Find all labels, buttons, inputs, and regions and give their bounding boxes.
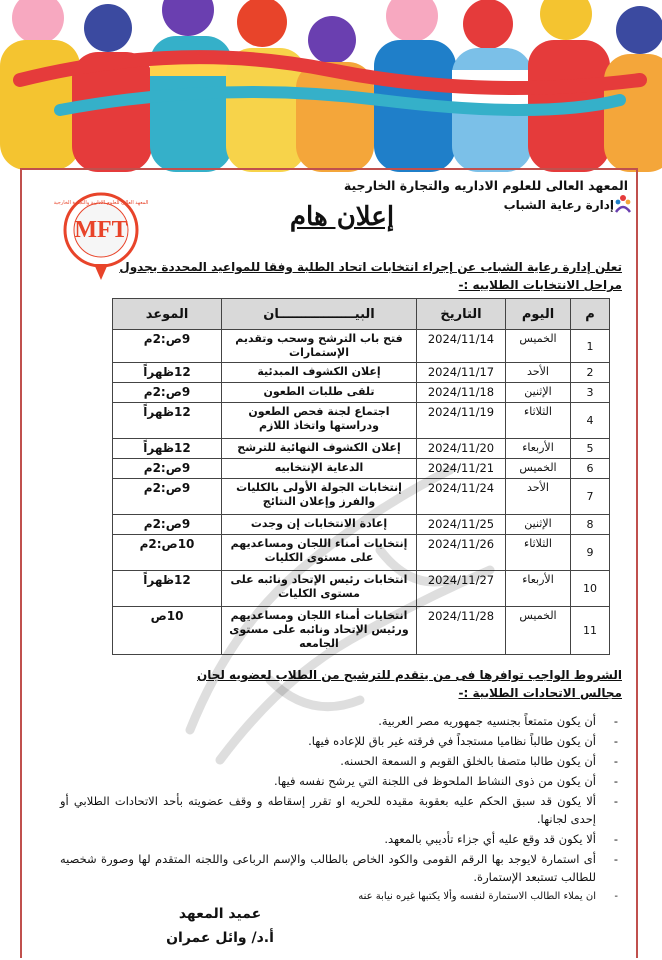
condition-item: - أى استمارة لايوجد بها الرقم القومى والكود الخاص بالطالب والإسم الرباعى واللجنه المتقدم لها وصورة شخصيه للطالب تستبعد الإستمارة. <box>60 850 620 886</box>
row-description: فتح باب الترشح وسحب وتقديم الإستمارات <box>222 330 417 363</box>
logo-ring-text: المعهد العالى للعلوم الادارية والتجارة الخارجية <box>53 200 149 206</box>
row-time: 12ظهراً <box>113 363 222 383</box>
condition-item: - أن يكون طالبا متصفا بالخلق القويم و السمعة الحسنه. <box>60 752 620 770</box>
row-number: 6 <box>571 459 610 479</box>
row-description: اجتماع لجنة فحص الطعون ودراستها واتخاذ اللازم <box>222 403 417 439</box>
row-description: انتخابات رئيس الإتحاد ونائبه على مستوى الكليات <box>222 571 417 607</box>
table-row <box>113 479 610 515</box>
page-title: إعلان هام <box>289 202 395 232</box>
table-row <box>113 607 610 655</box>
header-time: الموعد <box>113 299 222 330</box>
row-description: إنتخابات أمناء اللجان ومساعديهم على مستوى الكليات <box>222 535 417 571</box>
row-description: الدعاية الإنتخابيه <box>222 459 417 479</box>
row-number: 11 <box>571 607 610 655</box>
row-day: الخميس <box>506 459 571 479</box>
row-number: 9 <box>571 535 610 571</box>
row-date: 2024/11/24 <box>417 479 506 515</box>
row-description: تلقى طلبات الطعون <box>222 383 417 403</box>
row-day: الأربعاء <box>506 439 571 459</box>
row-date: 2024/11/14 <box>417 330 506 363</box>
table-row <box>113 363 610 383</box>
row-time: 9ص:2م <box>113 383 222 403</box>
row-day: الثلاثاء <box>506 403 571 439</box>
row-time: 12ظهراً <box>113 439 222 459</box>
row-day: الأحد <box>506 479 571 515</box>
row-day: الخميس <box>506 330 571 363</box>
row-date: 2024/11/21 <box>417 459 506 479</box>
row-date: 2024/11/25 <box>417 515 506 535</box>
signature-block <box>150 902 290 950</box>
condition-item: - أن يكون طالباً نظاميا مستجداً في فرقته غير باق للإعاده فيها. <box>60 732 620 750</box>
department-name: إدارة رعاية الشباب <box>503 198 614 212</box>
row-time: 9ص:2م <box>113 330 222 363</box>
row-number: 5 <box>571 439 610 459</box>
row-number: 1 <box>571 330 610 363</box>
row-day: الأربعاء <box>506 571 571 607</box>
row-date: 2024/11/28 <box>417 607 506 655</box>
header-desc: البيـــــــــــــــــان <box>222 299 417 330</box>
signature-name: أ.د/ وائل عمران <box>166 930 274 946</box>
condition-item: - أن يكون من ذوى النشاط الملحوظ فى اللجنة التي يرشح نفسه فيها. <box>60 772 620 790</box>
condition-item: - أن يكون متمتعاً بجنسيه جمهوريه مصر العربية. <box>60 712 620 730</box>
row-date: 2024/11/27 <box>417 571 506 607</box>
people-banner-illustration <box>0 0 662 172</box>
row-date: 2024/11/20 <box>417 439 506 459</box>
table-row <box>113 330 610 363</box>
row-description: انتخابات أمناء اللجان ومساعديهم ورئيس الإتحاد ونائبه على مستوى الجامعه <box>222 607 417 655</box>
row-time: 9ص:2م <box>113 515 222 535</box>
logo-letters: MFT <box>74 217 128 243</box>
row-time: 10ص <box>113 607 222 655</box>
table-header-row <box>113 299 610 330</box>
election-schedule-table <box>112 298 610 655</box>
table-row <box>113 515 610 535</box>
condition-item: - ان يملاء الطالب الاستمارة لنفسه وألا يكتبها غيره نيابة عنه <box>60 888 620 906</box>
row-day: الإثنين <box>506 383 571 403</box>
header-num: م <box>571 299 610 330</box>
row-time: 9ص:2م <box>113 479 222 515</box>
row-day: الأحد <box>506 363 571 383</box>
row-day: الثلاثاء <box>506 535 571 571</box>
conditions-heading: الشروط الواجب توافرها فى من يتقدم للترشيح من الطلاب لعضويه لجان مجالس الاتحادات الطلابية :- <box>196 668 622 700</box>
institute-name: المعهد العالى للعلوم الاداريه والتجارة الخارجية <box>343 178 628 193</box>
row-day: الخميس <box>506 607 571 655</box>
row-number: 3 <box>571 383 610 403</box>
table-row <box>113 403 610 439</box>
row-date: 2024/11/18 <box>417 383 506 403</box>
row-time: 9ص:2م <box>113 459 222 479</box>
row-number: 4 <box>571 403 610 439</box>
row-description: إعلان الكشوف النهائية للترشح <box>222 439 417 459</box>
table-row <box>113 571 610 607</box>
row-number: 8 <box>571 515 610 535</box>
condition-item: - ألا يكون قد وقع عليه أي جزاء تأديبي بالمعهد. <box>60 830 620 848</box>
row-day: الإثنين <box>506 515 571 535</box>
row-description: إعادة الانتخابات إن وجدت <box>222 515 417 535</box>
header-day: اليوم <box>506 299 571 330</box>
intro-paragraph <box>52 258 622 294</box>
row-description: إنتخابات الجولة الأولى بالكليات والفرز وإعلان النتائج <box>222 479 417 515</box>
table-row <box>113 535 610 571</box>
row-time: 12ظهراً <box>113 571 222 607</box>
row-number: 7 <box>571 479 610 515</box>
row-number: 10 <box>571 571 610 607</box>
signature-title: عميد المعهد <box>178 906 262 922</box>
row-date: 2024/11/17 <box>417 363 506 383</box>
row-time: 10ص:2م <box>113 535 222 571</box>
table-row <box>113 383 610 403</box>
table-row <box>113 459 610 479</box>
intro-line-2: مراحل الانتخابات الطلابيه :- <box>458 278 622 292</box>
row-date: 2024/11/26 <box>417 535 506 571</box>
row-time: 12ظهراً <box>113 403 222 439</box>
youth-care-icon <box>614 194 632 214</box>
header-date: التاريخ <box>417 299 506 330</box>
row-date: 2024/11/19 <box>417 403 506 439</box>
conditions-list <box>60 712 620 908</box>
intro-line-1: تعلن إدارة رعاية الشباب عن إجراء انتخابات اتحاد الطلبة وفقا للمواعيد المحددة بجدول <box>119 260 622 274</box>
table-row <box>113 439 610 459</box>
condition-item: - ألا يكون قد سبق الحكم عليه بعقوبة مقيده للحريه او تقرر إسقاطه و وقف عضويته بأحد الاتحادات الطلابي أو إحدى لجانها. <box>60 792 620 828</box>
row-number: 2 <box>571 363 610 383</box>
row-description: إعلان الكشوف المبدئية <box>222 363 417 383</box>
